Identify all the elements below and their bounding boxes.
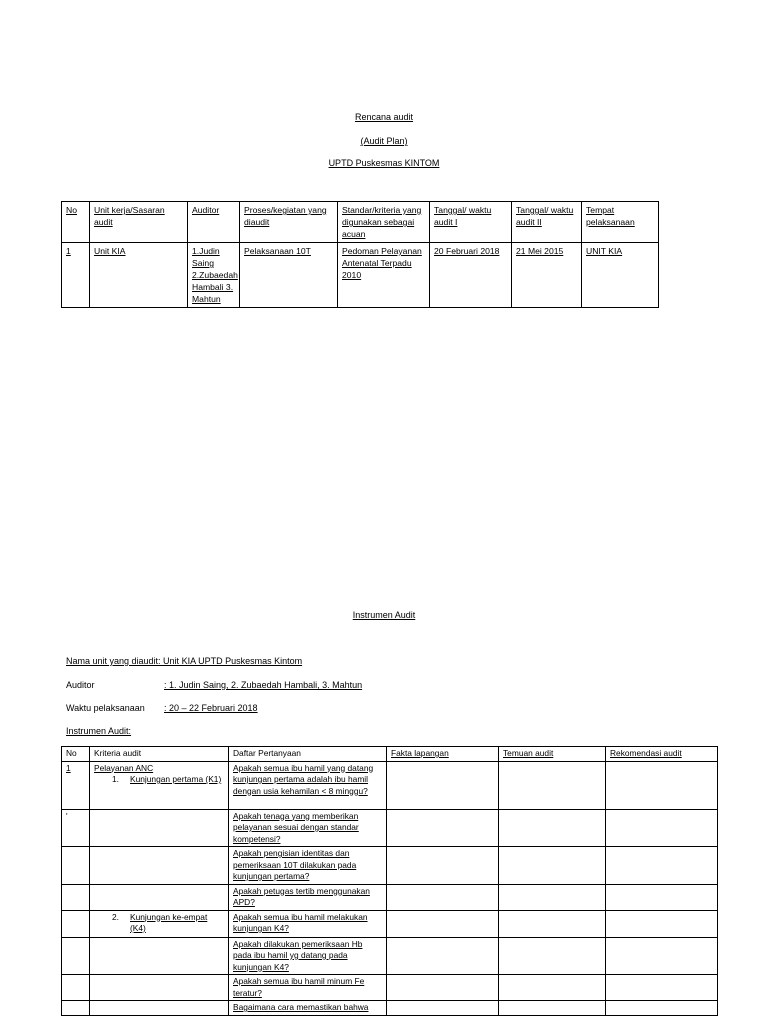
row-kriteria xyxy=(90,884,229,910)
fakta-cell xyxy=(387,1001,499,1016)
plan-subtitle: (Audit Plan) xyxy=(360,136,408,146)
auditor-value: : 1. Judin Saing, 2. Zubaedah Hambali, 3. Mahtun xyxy=(164,680,363,690)
question-cell: Apakah dilakukan pemeriksaan Hb pada ibu hamil yg datang pada kunjungan K4? xyxy=(229,937,387,975)
auditor-label: Auditor xyxy=(66,680,95,690)
question-cell: Apakah petugas tertib menggunakan APD? xyxy=(229,884,387,910)
unit-line: Nama unit yang diaudit: Unit KIA UPTD Puskesmas Kintom xyxy=(66,656,303,666)
fakta-cell xyxy=(387,761,499,809)
audit-plan-table xyxy=(61,201,659,308)
table-row xyxy=(62,937,718,975)
plan-header-standar: Standar/kriteria yang digunakan sebagai acuan xyxy=(338,202,430,243)
plan-header-tanggal2: Tanggal/ waktu audit II xyxy=(512,202,582,243)
row-no xyxy=(62,937,90,975)
instrument-header-row xyxy=(62,747,718,762)
waktu-label: Waktu pelaksanaan xyxy=(66,703,145,713)
plan-title: Rencana audit xyxy=(354,112,414,122)
instrument-title: Instrumen Audit xyxy=(352,610,416,620)
plan-cell-tanggal2: 21 Mei 2015 xyxy=(512,243,582,308)
plan-header-tempat: Tempat pelaksanaan xyxy=(582,202,659,243)
kriteria-k1 xyxy=(94,774,224,786)
row-kriteria xyxy=(90,847,229,885)
fakta-cell xyxy=(387,884,499,910)
instrumen-label: Instrumen Audit: xyxy=(66,726,132,736)
plan-cell-auditor: 1.Judin Saing 2.Zubaedah Hambali 3. Mahtun xyxy=(188,243,240,308)
plan-cell-proses: Pelaksanaan 10T xyxy=(240,243,338,308)
k1-number: 1. xyxy=(112,774,119,784)
rekomendasi-cell xyxy=(606,975,718,1001)
question-cell: Apakah semua ibu hamil melakukan kunjungan K4? xyxy=(229,910,387,937)
row-no xyxy=(62,847,90,885)
temuan-cell xyxy=(499,910,606,937)
plan-org: UPTD Puskesmas KINTOM xyxy=(328,158,440,168)
audit-instrument-table xyxy=(61,746,718,1016)
question-cell: Apakah semua ibu hamil yang datang kunjungan pertama adalah ibu hamil dengan usia kehamilan < 8 minggu? xyxy=(229,761,387,809)
plan-row xyxy=(62,243,659,308)
temuan-cell xyxy=(499,975,606,1001)
waktu-value: : 20 – 22 Februari 2018 xyxy=(164,703,258,713)
temuan-cell xyxy=(499,937,606,975)
rekomendasi-cell xyxy=(606,847,718,885)
waktu-line xyxy=(66,703,258,715)
rekomendasi-cell xyxy=(606,937,718,975)
k4-label: Kunjungan ke-empat (K4) xyxy=(130,911,208,933)
table-row xyxy=(62,975,718,1001)
plan-header-proses: Proses/kegiatan yang diaudit xyxy=(240,202,338,243)
temuan-cell xyxy=(499,761,606,809)
table-row xyxy=(62,910,718,937)
plan-header-auditor: Auditor xyxy=(188,202,240,243)
row-kriteria xyxy=(90,1001,229,1016)
auditor-line xyxy=(66,680,362,692)
row-kriteria xyxy=(90,975,229,1001)
instr-header-pertanyaan: Daftar Pertanyaan xyxy=(229,747,387,762)
rekomendasi-cell xyxy=(606,1001,718,1016)
row-no xyxy=(62,910,90,937)
rekomendasi-cell xyxy=(606,884,718,910)
plan-header-tanggal1: Tanggal/ waktu audit I xyxy=(430,202,512,243)
row-no xyxy=(62,975,90,1001)
temuan-cell xyxy=(499,847,606,885)
question-cell: Apakah semua ibu hamil minum Fe teratur? xyxy=(229,975,387,1001)
kriteria-pelayanan-anc: Pelayanan ANC xyxy=(94,762,154,773)
temuan-cell xyxy=(499,884,606,910)
table-row xyxy=(62,847,718,885)
plan-header-no: No xyxy=(62,202,90,243)
question-cell: Apakah tenaga yang memberikan pelayanan sesuai dengan standar kompetensi? xyxy=(229,809,387,847)
rekomendasi-cell xyxy=(606,910,718,937)
instr-header-rekomendasi: Rekomendasi audit xyxy=(606,747,718,762)
rekomendasi-cell xyxy=(606,761,718,809)
row-kriteria xyxy=(90,910,229,937)
fakta-cell xyxy=(387,910,499,937)
temuan-cell xyxy=(499,809,606,847)
row-no xyxy=(62,884,90,910)
table-row xyxy=(62,1001,718,1016)
instr-header-no: No xyxy=(62,747,90,762)
instr-header-temuan: Temuan audit xyxy=(499,747,606,762)
plan-header-unit: Unit kerja/Sasaran audit xyxy=(90,202,188,243)
plan-header-row xyxy=(62,202,659,243)
k1-label: Kunjungan pertama (K1) xyxy=(130,774,222,784)
kriteria-k4 xyxy=(94,912,224,935)
fakta-cell xyxy=(387,809,499,847)
question-cell: Bagaimana cara memastikan bahwa xyxy=(229,1001,387,1016)
plan-cell-no: 1 xyxy=(62,243,90,308)
row-no: 1 xyxy=(62,761,90,809)
plan-cell-tanggal1: 20 Februari 2018 xyxy=(430,243,512,308)
table-row xyxy=(62,809,718,847)
temuan-cell xyxy=(499,1001,606,1016)
fakta-cell xyxy=(387,975,499,1001)
fakta-cell xyxy=(387,937,499,975)
k4-number: 2. xyxy=(112,911,119,922)
row-kriteria xyxy=(90,761,229,809)
fakta-cell xyxy=(387,847,499,885)
plan-cell-unit: Unit KIA xyxy=(90,243,188,308)
instr-header-fakta: Fakta lapangan xyxy=(387,747,499,762)
row-no: ' xyxy=(62,809,90,847)
row-kriteria xyxy=(90,809,229,847)
question-cell: Apakah pengisian identitas dan pemeriksaan 10T dilakukan pada kunjungan pertama? xyxy=(229,847,387,885)
table-row xyxy=(62,884,718,910)
row-kriteria xyxy=(90,937,229,975)
rekomendasi-cell xyxy=(606,809,718,847)
instr-header-kriteria: Kriteria audit xyxy=(90,747,229,762)
plan-cell-standar: Pedoman Pelayanan Antenatal Terpadu 2010 xyxy=(338,243,430,308)
table-row xyxy=(62,761,718,809)
plan-cell-tempat: UNIT KIA xyxy=(582,243,659,308)
row-no xyxy=(62,1001,90,1016)
